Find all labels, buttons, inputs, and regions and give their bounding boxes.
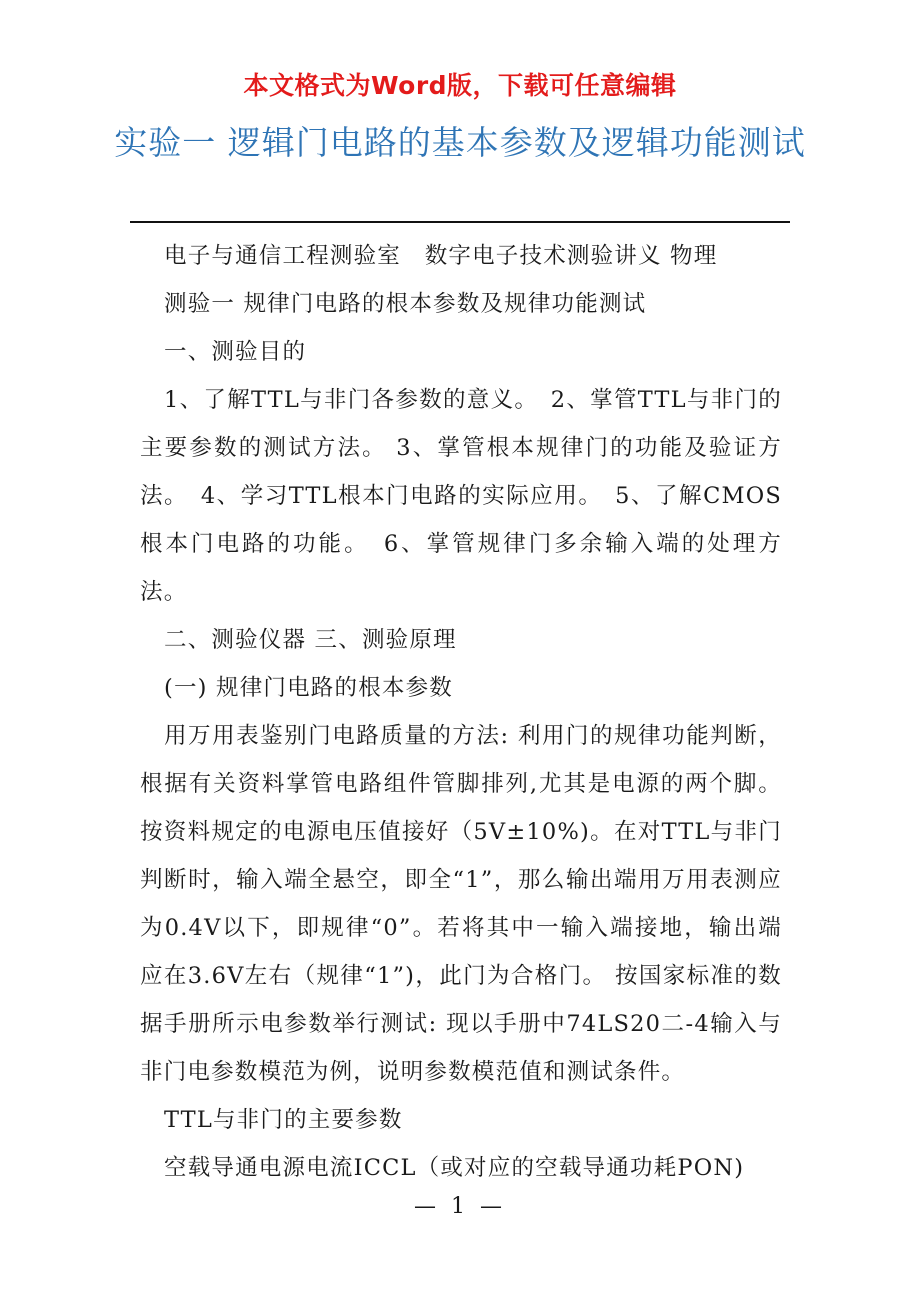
experiment-heading: 测验一 规律门电路的根本参数及规律功能测试 [164,291,647,317]
iccl-paragraph: 空载导通电源电流ICCL（或对应的空载导通功耗PON) [164,1155,745,1181]
subsection-parameters-heading: (一) 规律门电路的根本参数 [164,675,454,701]
section-purpose-heading: 一、测验目的 [164,339,307,365]
purpose-paragraph: 1、了解TTL与非门各参数的意义。 2、掌管TTL与非门的主要参数的测试方法。 3、掌管根本规律门的功能及验证方法。 4、学习TTL根本门电路的实际应用。 5、了解CMOS根本门电路的功能。 6、掌管规律门多余输入端的处理方法。 [140,387,782,605]
header-line: 电子与通信工程测验室 数字电子技术测验讲义 物理 [164,243,718,269]
title-divider [130,221,790,223]
ttl-parameters-heading: TTL与非门的主要参数 [164,1107,403,1133]
document-body [140,232,782,1192]
page-number: — 1 — [414,1194,506,1219]
document-title: 实验一 逻辑门电路的基本参数及逻辑功能测试 [114,123,806,162]
method-paragraph: 用万用表鉴别门电路质量的方法: 利用门的规律功能判断，根据有关资料掌管电路组件管脚排列,尤其是电源的两个脚。按资料规定的电源电压值接好（5V±10%)。在对TTL与非门判断时，输入端全悬空，即全“1”，那么输出端用万用表测应为0.4V以下，即规律“0”。若将其中一输入端接地，输出端应在3.6V左右（规律“1”)，此门为合格门。 按国家标准的数据手册所示电参数举行测试: 现以手册中74LS20二-4输入与非门电参数模范为例，说明参数模范值和测试条件。 [140,723,782,1085]
word-format-banner: 本文格式为Word版，下载可任意编辑 [243,71,677,100]
section-instruments-heading: 二、测验仪器 三、测验原理 [164,627,457,653]
